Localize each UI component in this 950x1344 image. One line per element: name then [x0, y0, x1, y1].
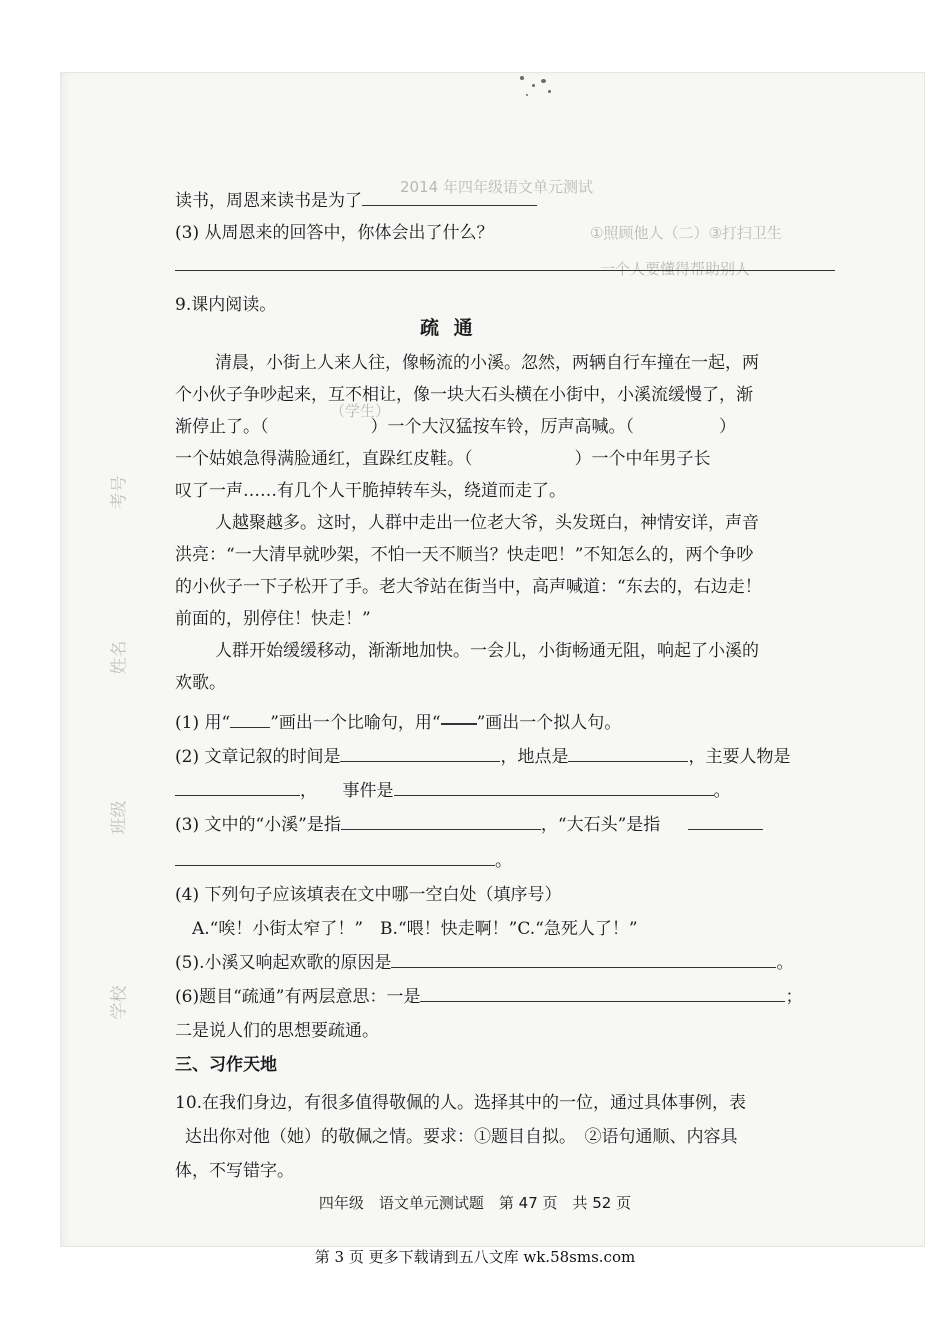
scan-speck [526, 94, 528, 96]
passage-line: 叹了一声……有几个人干脆掉转车头，绕道而走了。 [175, 481, 566, 501]
answer-label: 读书，周恩来读书是为了 [175, 191, 362, 211]
question-3: (3) 文中的“小溪”是指 ，“大石头”是指 [175, 810, 763, 835]
question-4-options: A.“唉！小街太窄了！” B.“喂！快走啊！”C.“急死人了！” [192, 919, 638, 939]
question-10-line: 达出你对他（她）的敬佩之情。要求：①题目自拟。 ②语句通顺、内容具 [185, 1127, 738, 1147]
passage-line: 洪亮：“一大清早就吵架，不怕一天不顺当？快走吧！”不知怎么的，两个争吵 [175, 545, 754, 565]
time-blank[interactable] [340, 743, 500, 762]
straight-underline-sample [230, 709, 270, 728]
passage-line: 人越聚越多。这时，人群中走出一位老大爷，头发斑白，神情安详，声音 [215, 513, 759, 533]
passage-line: 渐停止了。（ ）一个大汉猛按车铃，厉声高喊。（ ） [175, 417, 736, 437]
bleed-through-text: ①照顾他人（二）③打扫卫生 [590, 224, 782, 242]
margin-label-class: 班级 [109, 800, 130, 835]
question-4: (4) 下列句子应该填表在文中哪一空白处（填序号） [175, 885, 562, 905]
bleed-through-text: 2014 年四年级语文单元测试 [400, 178, 593, 196]
passage-line: 一个姑娘急得满脸通红，直跺红皮鞋。（ ）一个中年男子长 [175, 449, 711, 469]
bleed-through-text: 一个人要懂得帮助别人 [600, 260, 751, 278]
passage-line: 欢歌。 [175, 673, 226, 693]
question-1: (1) 用“ ”画出一个比喻句，用“ ”画出一个拟人句。 [175, 708, 621, 733]
wavy-underline-sample [441, 723, 477, 725]
passage-line: 清晨，小街上人来人往，像畅流的小溪。忽然，两辆自行车撞在一起，两 [215, 353, 759, 373]
passage-title: 疏 通 [420, 317, 477, 339]
rock-blank[interactable] [688, 811, 763, 830]
question-6-cont: 二是说人们的思想要疏通。 [175, 1021, 379, 1041]
characters-blank[interactable] [175, 777, 300, 796]
answer-blank[interactable] [362, 187, 537, 206]
section-heading: 三、习作天地 [175, 1055, 277, 1075]
answer-rule[interactable] [175, 252, 835, 276]
question-3-top: (3) 从周恩来的回答中，你体会出了什么？ [175, 223, 494, 243]
margin-label-name: 姓名 [109, 640, 130, 675]
stream-blank[interactable] [341, 811, 541, 830]
margin-label-exam-number: 考号 [109, 475, 130, 510]
scan-speck [520, 76, 524, 80]
bleed-through-text: （学生） [330, 402, 391, 420]
site-footer: 第 3 页 更多下载请到五八文库 wk.58sms.com [314, 1248, 636, 1266]
question-2: (2) 文章记叙的时间是 ，地点是 ，主要人物是 [175, 742, 790, 767]
question-6: (6)题目“疏通”有两层意思：一是 ； [175, 982, 802, 1007]
passage-line: 前面的，别停住！快走！” [175, 609, 371, 629]
scan-speck [541, 79, 546, 83]
place-blank[interactable] [568, 743, 688, 762]
question-9-label: 9.课内阅读。 [175, 295, 277, 315]
margin-label-school: 学校 [109, 985, 130, 1020]
reason-blank[interactable] [391, 949, 776, 968]
event-blank[interactable] [394, 777, 714, 796]
meaning-blank[interactable] [420, 983, 785, 1002]
passage-line: 人群开始缓缓移动，渐渐地加快。一会儿，小街畅通无阻，响起了小溪的 [215, 641, 759, 661]
passage-line: 的小伙子一下子松开了手。老大爷站在街当中，高声喊道：“东去的，右边走！ [175, 577, 762, 597]
question-3-cont: 。 [175, 846, 512, 871]
scan-speck [532, 84, 535, 87]
question-2-cont: ， 事件是 。 [175, 776, 731, 801]
scan-speck [548, 90, 551, 93]
question-5: (5).小溪又响起欢歌的原因是 。 [175, 948, 793, 973]
question-10-line: 10.在我们身边，有很多值得敬佩的人。选择其中的一位，通过具体事例，表 [175, 1093, 747, 1113]
question-10-line: 体，不写错字。 [175, 1161, 294, 1181]
answer-line-top [175, 186, 537, 211]
rock-blank-cont[interactable] [175, 847, 495, 866]
page-footer: 四年级 语文单元测试题 第 47 页 共 52 页 [318, 1194, 632, 1212]
passage-line: 个小伙子争吵起来，互不相让，像一块大石头横在小街中，小溪流缓慢了，渐 [175, 385, 753, 405]
